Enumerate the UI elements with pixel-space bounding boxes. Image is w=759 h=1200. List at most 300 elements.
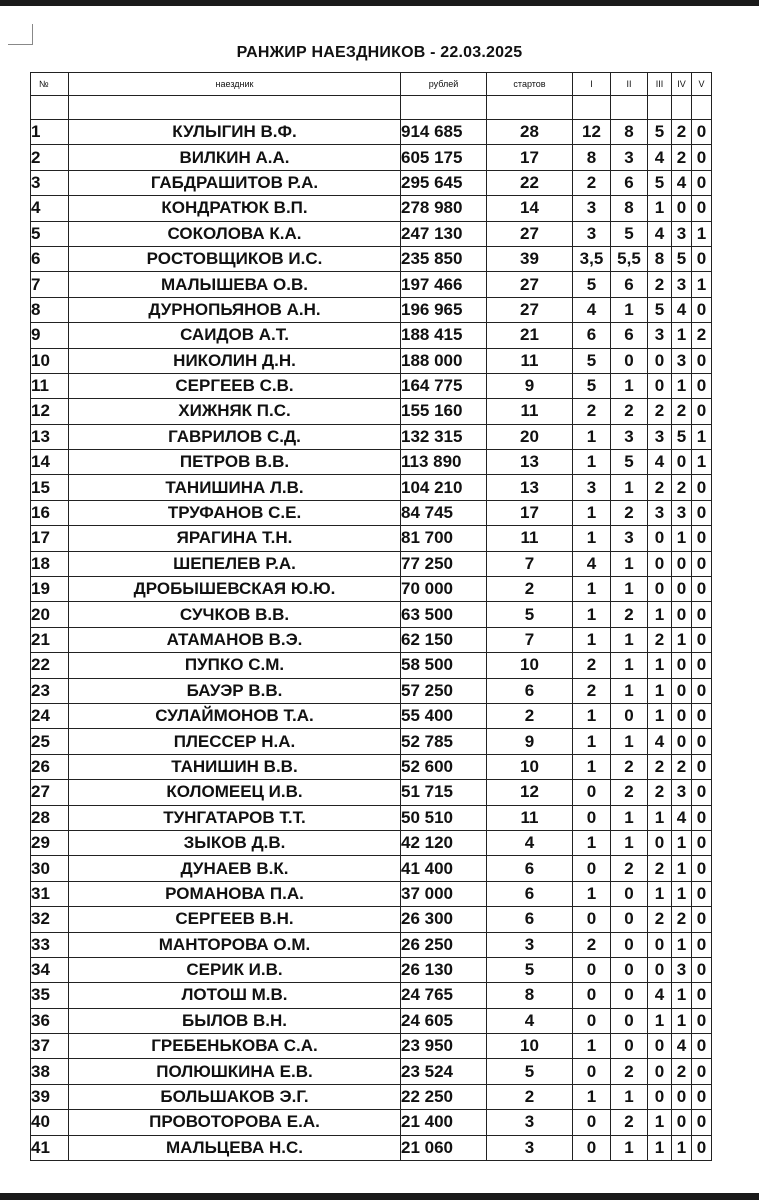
place-5-cell: 0	[692, 780, 712, 805]
place-1-cell: 2	[573, 932, 611, 957]
place-2-cell: 3	[611, 145, 648, 170]
place-1-cell: 2	[573, 399, 611, 424]
place-3-cell: 4	[648, 729, 672, 754]
rider-name-cell: ДРОБЫШЕВСКАЯ Ю.Ю.	[69, 577, 401, 602]
place-3-cell: 1	[648, 1135, 672, 1160]
blank-cell	[401, 96, 487, 120]
rubles-cell: 63 500	[401, 602, 487, 627]
starts-cell: 7	[487, 551, 573, 576]
rider-name-cell: ДУНАЕВ В.К.	[69, 856, 401, 881]
blank-cell	[573, 96, 611, 120]
rank-cell: 8	[31, 297, 69, 322]
rubles-cell: 113 890	[401, 450, 487, 475]
blank-row	[31, 96, 712, 120]
place-2-cell: 1	[611, 577, 648, 602]
rider-name-cell: ЗЫКОВ Д.В.	[69, 830, 401, 855]
place-5-cell: 1	[692, 221, 712, 246]
rank-cell: 19	[31, 577, 69, 602]
rider-name-cell: СЕРИК И.В.	[69, 957, 401, 982]
place-1-cell: 8	[573, 145, 611, 170]
blank-cell	[672, 96, 692, 120]
starts-cell: 12	[487, 780, 573, 805]
place-5-cell: 0	[692, 526, 712, 551]
place-5-cell: 0	[692, 145, 712, 170]
blank-cell	[31, 96, 69, 120]
column-header-place-2: II	[611, 73, 648, 96]
table-row	[31, 373, 712, 398]
place-5-cell: 0	[692, 399, 712, 424]
place-5-cell: 0	[692, 754, 712, 779]
ranking-table	[30, 72, 712, 1161]
rubles-cell: 21 060	[401, 1135, 487, 1160]
place-2-cell: 1	[611, 805, 648, 830]
starts-cell: 21	[487, 323, 573, 348]
place-2-cell: 8	[611, 196, 648, 221]
place-1-cell: 1	[573, 500, 611, 525]
table-row	[31, 297, 712, 322]
place-5-cell: 1	[692, 424, 712, 449]
place-5-cell: 0	[692, 678, 712, 703]
rubles-cell: 62 150	[401, 627, 487, 652]
place-3-cell: 5	[648, 170, 672, 195]
place-4-cell: 1	[672, 881, 692, 906]
rider-name-cell: ЯРАГИНА Т.Н.	[69, 526, 401, 551]
rubles-cell: 51 715	[401, 780, 487, 805]
rubles-cell: 21 400	[401, 1110, 487, 1135]
place-5-cell: 0	[692, 856, 712, 881]
place-4-cell: 2	[672, 145, 692, 170]
place-5-cell: 0	[692, 627, 712, 652]
starts-cell: 2	[487, 1084, 573, 1109]
table-row	[31, 170, 712, 195]
rider-name-cell: БАУЭР В.В.	[69, 678, 401, 703]
rank-cell: 28	[31, 805, 69, 830]
rubles-cell: 70 000	[401, 577, 487, 602]
place-3-cell: 4	[648, 221, 672, 246]
place-2-cell: 1	[611, 627, 648, 652]
place-5-cell: 0	[692, 551, 712, 576]
starts-cell: 5	[487, 602, 573, 627]
rubles-cell: 41 400	[401, 856, 487, 881]
rubles-cell: 278 980	[401, 196, 487, 221]
rubles-cell: 247 130	[401, 221, 487, 246]
rubles-cell: 77 250	[401, 551, 487, 576]
table-row	[31, 780, 712, 805]
place-2-cell: 2	[611, 856, 648, 881]
place-5-cell: 0	[692, 932, 712, 957]
rider-name-cell: КУЛЫГИН В.Ф.	[69, 120, 401, 145]
place-5-cell: 0	[692, 881, 712, 906]
place-4-cell: 0	[672, 703, 692, 728]
place-1-cell: 5	[573, 272, 611, 297]
rider-name-cell: ДУРНОПЬЯНОВ А.Н.	[69, 297, 401, 322]
column-header-starts: стартов	[487, 73, 573, 96]
rubles-cell: 50 510	[401, 805, 487, 830]
place-2-cell: 0	[611, 1034, 648, 1059]
rider-name-cell: ХИЖНЯК П.С.	[69, 399, 401, 424]
starts-cell: 22	[487, 170, 573, 195]
rider-name-cell: ШЕПЕЛЕВ Р.А.	[69, 551, 401, 576]
starts-cell: 9	[487, 729, 573, 754]
place-3-cell: 1	[648, 678, 672, 703]
place-3-cell: 2	[648, 780, 672, 805]
rider-name-cell: ГРЕБЕНЬКОВА С.А.	[69, 1034, 401, 1059]
place-1-cell: 1	[573, 627, 611, 652]
place-4-cell: 1	[672, 830, 692, 855]
place-2-cell: 2	[611, 780, 648, 805]
starts-cell: 6	[487, 907, 573, 932]
place-5-cell: 0	[692, 602, 712, 627]
place-4-cell: 3	[672, 500, 692, 525]
place-3-cell: 0	[648, 830, 672, 855]
table-row	[31, 856, 712, 881]
rider-name-cell: МАНТОРОВА О.М.	[69, 932, 401, 957]
place-3-cell: 0	[648, 1084, 672, 1109]
place-3-cell: 3	[648, 323, 672, 348]
starts-cell: 14	[487, 196, 573, 221]
table-row	[31, 323, 712, 348]
place-2-cell: 1	[611, 729, 648, 754]
starts-cell: 6	[487, 678, 573, 703]
column-header-number: №	[31, 73, 69, 96]
rank-cell: 2	[31, 145, 69, 170]
rubles-cell: 52 785	[401, 729, 487, 754]
place-3-cell: 2	[648, 907, 672, 932]
starts-cell: 11	[487, 348, 573, 373]
place-3-cell: 2	[648, 399, 672, 424]
rank-cell: 34	[31, 957, 69, 982]
place-1-cell: 0	[573, 907, 611, 932]
place-5-cell: 2	[692, 323, 712, 348]
place-5-cell: 0	[692, 297, 712, 322]
rubles-cell: 37 000	[401, 881, 487, 906]
place-5-cell: 0	[692, 348, 712, 373]
place-4-cell: 0	[672, 551, 692, 576]
rank-cell: 25	[31, 729, 69, 754]
place-5-cell: 0	[692, 729, 712, 754]
place-1-cell: 2	[573, 653, 611, 678]
blank-cell	[692, 96, 712, 120]
place-3-cell: 0	[648, 551, 672, 576]
place-3-cell: 2	[648, 627, 672, 652]
rider-name-cell: ВИЛКИН А.А.	[69, 145, 401, 170]
rider-name-cell: ПУПКО С.М.	[69, 653, 401, 678]
place-1-cell: 2	[573, 678, 611, 703]
rank-cell: 24	[31, 703, 69, 728]
rubles-cell: 26 300	[401, 907, 487, 932]
place-3-cell: 2	[648, 475, 672, 500]
rubles-cell: 23 950	[401, 1034, 487, 1059]
place-1-cell: 1	[573, 424, 611, 449]
rank-cell: 26	[31, 754, 69, 779]
place-2-cell: 5	[611, 221, 648, 246]
place-3-cell: 5	[648, 120, 672, 145]
rider-name-cell: ГАВРИЛОВ С.Д.	[69, 424, 401, 449]
page-title: РАНЖИР НАЕЗДНИКОВ - 22.03.2025	[236, 44, 523, 61]
rubles-cell: 188 000	[401, 348, 487, 373]
table-row	[31, 577, 712, 602]
place-1-cell: 0	[573, 983, 611, 1008]
rider-name-cell: ТАНИШИН В.В.	[69, 754, 401, 779]
place-1-cell: 4	[573, 297, 611, 322]
starts-cell: 6	[487, 881, 573, 906]
rank-cell: 22	[31, 653, 69, 678]
rubles-cell: 188 415	[401, 323, 487, 348]
rider-name-cell: СОКОЛОВА К.А.	[69, 221, 401, 246]
table-row	[31, 1059, 712, 1084]
place-4-cell: 4	[672, 170, 692, 195]
place-2-cell: 5	[611, 450, 648, 475]
rank-cell: 27	[31, 780, 69, 805]
place-2-cell: 0	[611, 1008, 648, 1033]
place-3-cell: 4	[648, 450, 672, 475]
column-header-place-3: III	[648, 73, 672, 96]
rank-cell: 30	[31, 856, 69, 881]
place-3-cell: 0	[648, 373, 672, 398]
rubles-cell: 164 775	[401, 373, 487, 398]
rank-cell: 36	[31, 1008, 69, 1033]
rider-name-cell: ГАБДРАШИТОВ Р.А.	[69, 170, 401, 195]
table-row	[31, 399, 712, 424]
place-5-cell: 0	[692, 1034, 712, 1059]
starts-cell: 6	[487, 856, 573, 881]
rubles-cell: 132 315	[401, 424, 487, 449]
rubles-cell: 104 210	[401, 475, 487, 500]
place-1-cell: 0	[573, 1110, 611, 1135]
rubles-cell: 24 765	[401, 983, 487, 1008]
rank-cell: 40	[31, 1110, 69, 1135]
place-1-cell: 1	[573, 1084, 611, 1109]
starts-cell: 3	[487, 932, 573, 957]
place-2-cell: 5,5	[611, 246, 648, 271]
place-4-cell: 0	[672, 678, 692, 703]
rubles-cell: 22 250	[401, 1084, 487, 1109]
place-2-cell: 0	[611, 957, 648, 982]
place-5-cell: 0	[692, 805, 712, 830]
place-4-cell: 0	[672, 196, 692, 221]
place-3-cell: 1	[648, 881, 672, 906]
place-1-cell: 5	[573, 348, 611, 373]
rank-cell: 5	[31, 221, 69, 246]
rubles-cell: 23 524	[401, 1059, 487, 1084]
rank-cell: 16	[31, 500, 69, 525]
rubles-cell: 26 130	[401, 957, 487, 982]
place-4-cell: 0	[672, 602, 692, 627]
rider-name-cell: БЫЛОВ В.Н.	[69, 1008, 401, 1033]
rank-cell: 41	[31, 1135, 69, 1160]
place-2-cell: 2	[611, 500, 648, 525]
starts-cell: 13	[487, 475, 573, 500]
header-row	[31, 73, 712, 96]
table-row	[31, 703, 712, 728]
rank-cell: 14	[31, 450, 69, 475]
table-row	[31, 1084, 712, 1109]
place-4-cell: 1	[672, 526, 692, 551]
starts-cell: 5	[487, 1059, 573, 1084]
place-5-cell: 0	[692, 196, 712, 221]
place-3-cell: 0	[648, 957, 672, 982]
rank-cell: 4	[31, 196, 69, 221]
place-1-cell: 1	[573, 881, 611, 906]
rubles-cell: 81 700	[401, 526, 487, 551]
place-1-cell: 12	[573, 120, 611, 145]
rider-name-cell: БОЛЬШАКОВ Э.Г.	[69, 1084, 401, 1109]
place-5-cell: 0	[692, 1084, 712, 1109]
rubles-cell: 58 500	[401, 653, 487, 678]
table-row	[31, 830, 712, 855]
starts-cell: 10	[487, 653, 573, 678]
place-2-cell: 1	[611, 297, 648, 322]
column-header-rider: наездник	[69, 73, 401, 96]
starts-cell: 4	[487, 830, 573, 855]
starts-cell: 17	[487, 145, 573, 170]
place-3-cell: 1	[648, 1008, 672, 1033]
place-4-cell: 1	[672, 932, 692, 957]
rider-name-cell: СУЧКОВ В.В.	[69, 602, 401, 627]
place-3-cell: 0	[648, 932, 672, 957]
rider-name-cell: ЛОТОШ М.В.	[69, 983, 401, 1008]
rubles-cell: 605 175	[401, 145, 487, 170]
place-3-cell: 2	[648, 754, 672, 779]
rider-name-cell: ПРОВОТОРОВА Е.А.	[69, 1110, 401, 1135]
rubles-cell: 196 965	[401, 297, 487, 322]
table-row	[31, 729, 712, 754]
place-1-cell: 0	[573, 780, 611, 805]
place-3-cell: 2	[648, 272, 672, 297]
place-2-cell: 3	[611, 424, 648, 449]
place-4-cell: 1	[672, 1008, 692, 1033]
rubles-cell: 235 850	[401, 246, 487, 271]
place-4-cell: 4	[672, 1034, 692, 1059]
table-row	[31, 932, 712, 957]
place-4-cell: 0	[672, 1084, 692, 1109]
place-4-cell: 3	[672, 221, 692, 246]
place-1-cell: 3	[573, 221, 611, 246]
place-2-cell: 2	[611, 399, 648, 424]
place-4-cell: 0	[672, 577, 692, 602]
place-2-cell: 0	[611, 881, 648, 906]
place-4-cell: 2	[672, 907, 692, 932]
place-1-cell: 1	[573, 729, 611, 754]
rank-cell: 3	[31, 170, 69, 195]
starts-cell: 3	[487, 1110, 573, 1135]
table-row	[31, 500, 712, 525]
place-4-cell: 5	[672, 246, 692, 271]
rank-cell: 13	[31, 424, 69, 449]
page-corner-mark	[8, 24, 33, 45]
table-row	[31, 1034, 712, 1059]
place-5-cell: 0	[692, 246, 712, 271]
starts-cell: 13	[487, 450, 573, 475]
place-4-cell: 2	[672, 754, 692, 779]
place-1-cell: 1	[573, 526, 611, 551]
place-4-cell: 2	[672, 399, 692, 424]
place-3-cell: 0	[648, 348, 672, 373]
rubles-cell: 197 466	[401, 272, 487, 297]
place-2-cell: 0	[611, 983, 648, 1008]
table-row	[31, 907, 712, 932]
rider-name-cell: ТРУФАНОВ С.Е.	[69, 500, 401, 525]
rider-name-cell: РОСТОВЩИКОВ И.С.	[69, 246, 401, 271]
rider-name-cell: КОНДРАТЮК В.П.	[69, 196, 401, 221]
place-5-cell: 0	[692, 1008, 712, 1033]
place-1-cell: 1	[573, 754, 611, 779]
rubles-cell: 24 605	[401, 1008, 487, 1033]
rider-name-cell: РОМАНОВА П.А.	[69, 881, 401, 906]
starts-cell: 27	[487, 221, 573, 246]
starts-cell: 4	[487, 1008, 573, 1033]
rubles-cell: 57 250	[401, 678, 487, 703]
rank-cell: 6	[31, 246, 69, 271]
place-3-cell: 0	[648, 526, 672, 551]
place-3-cell: 3	[648, 500, 672, 525]
rider-name-cell: АТАМАНОВ В.Э.	[69, 627, 401, 652]
place-2-cell: 0	[611, 907, 648, 932]
place-2-cell: 6	[611, 323, 648, 348]
starts-cell: 10	[487, 754, 573, 779]
place-4-cell: 2	[672, 120, 692, 145]
place-1-cell: 0	[573, 805, 611, 830]
place-2-cell: 8	[611, 120, 648, 145]
rank-cell: 23	[31, 678, 69, 703]
starts-cell: 2	[487, 577, 573, 602]
place-1-cell: 3	[573, 196, 611, 221]
starts-cell: 27	[487, 297, 573, 322]
place-4-cell: 0	[672, 1110, 692, 1135]
place-1-cell: 0	[573, 1008, 611, 1033]
starts-cell: 27	[487, 272, 573, 297]
place-4-cell: 2	[672, 1059, 692, 1084]
place-1-cell: 0	[573, 1059, 611, 1084]
place-1-cell: 2	[573, 170, 611, 195]
place-2-cell: 1	[611, 373, 648, 398]
place-5-cell: 0	[692, 373, 712, 398]
place-5-cell: 0	[692, 475, 712, 500]
rider-name-cell: МАЛЬЦЕВА Н.С.	[69, 1135, 401, 1160]
table-row	[31, 246, 712, 271]
starts-cell: 28	[487, 120, 573, 145]
column-header-place-4: IV	[672, 73, 692, 96]
table-row	[31, 526, 712, 551]
place-2-cell: 2	[611, 602, 648, 627]
rank-cell: 29	[31, 830, 69, 855]
blank-cell	[487, 96, 573, 120]
table-row	[31, 983, 712, 1008]
rank-cell: 32	[31, 907, 69, 932]
table-row	[31, 1135, 712, 1160]
place-4-cell: 3	[672, 957, 692, 982]
place-1-cell: 1	[573, 450, 611, 475]
place-2-cell: 3	[611, 526, 648, 551]
column-header-rubles: рублей	[401, 73, 487, 96]
place-4-cell: 1	[672, 856, 692, 881]
place-3-cell: 1	[648, 602, 672, 627]
place-2-cell: 2	[611, 754, 648, 779]
starts-cell: 39	[487, 246, 573, 271]
place-3-cell: 0	[648, 1059, 672, 1084]
table-row	[31, 221, 712, 246]
table-row	[31, 145, 712, 170]
rider-name-cell: КОЛОМЕЕЦ И.В.	[69, 780, 401, 805]
place-2-cell: 6	[611, 170, 648, 195]
place-2-cell: 0	[611, 348, 648, 373]
rider-name-cell: САИДОВ А.Т.	[69, 323, 401, 348]
rider-name-cell: МАЛЫШЕВА О.В.	[69, 272, 401, 297]
place-1-cell: 1	[573, 830, 611, 855]
table-row	[31, 653, 712, 678]
bottom-edge-bar	[0, 1193, 759, 1200]
place-5-cell: 1	[692, 450, 712, 475]
